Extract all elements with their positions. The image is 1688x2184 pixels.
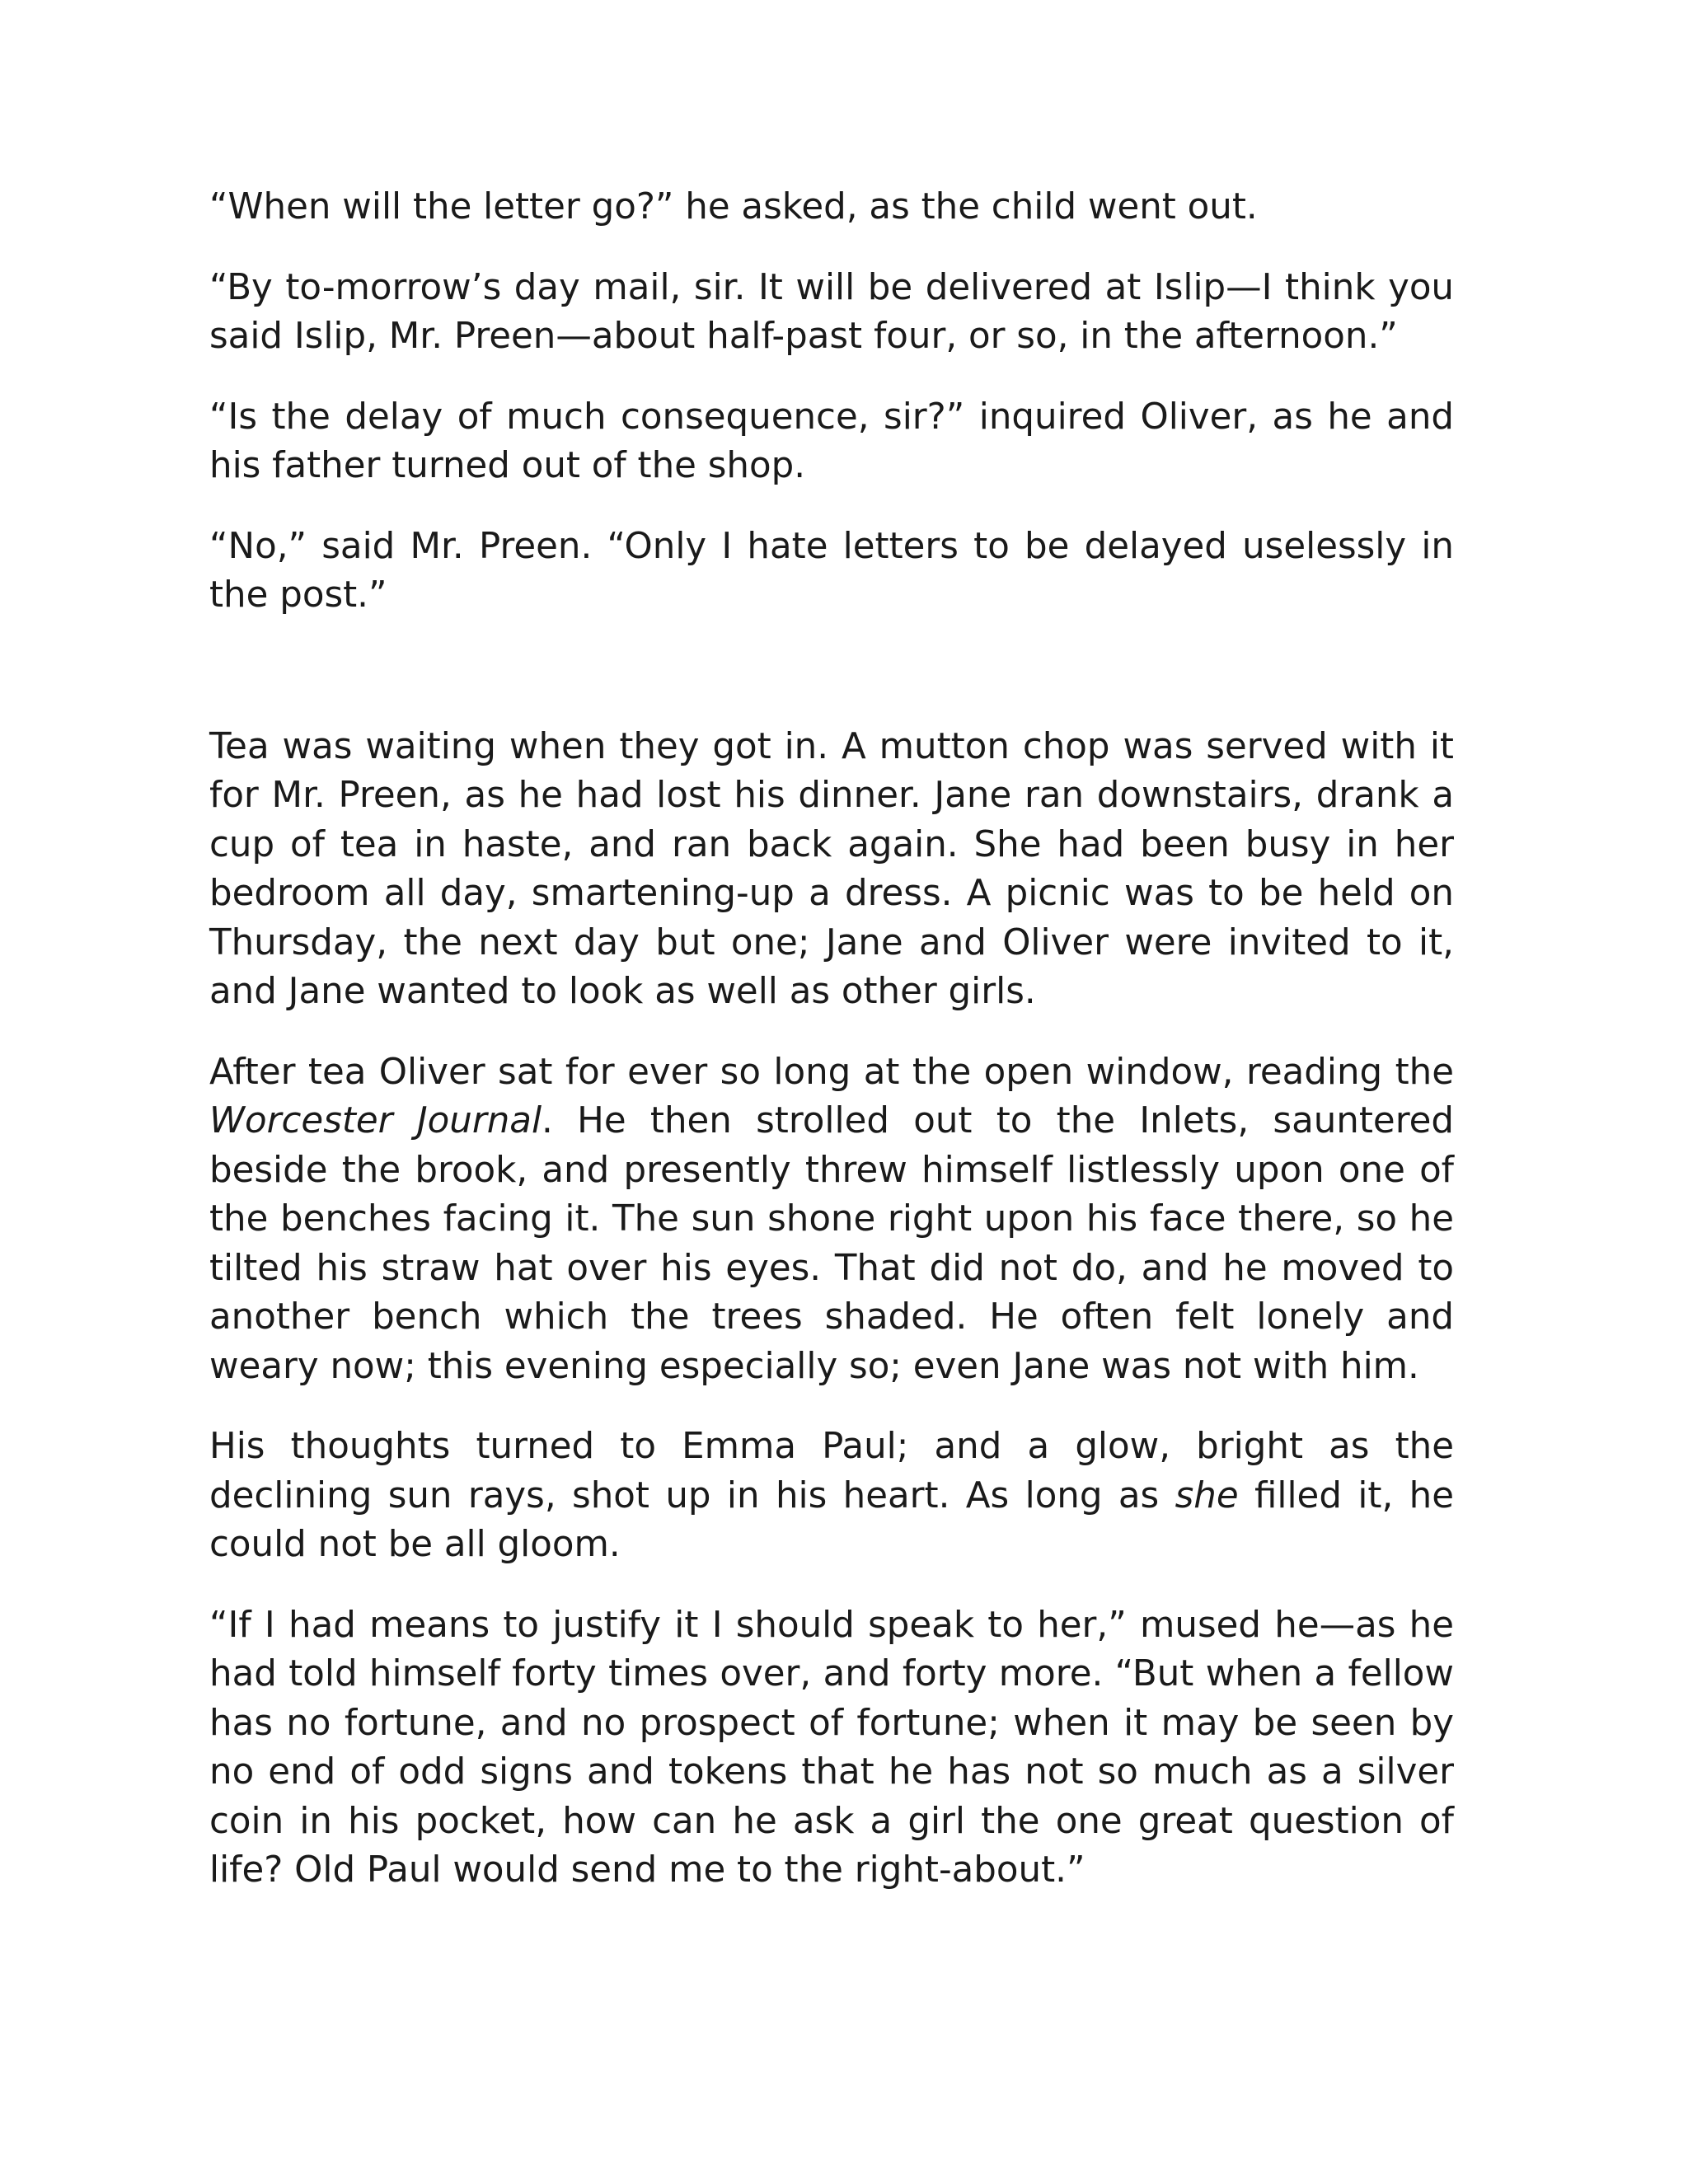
paragraph <box>209 723 1454 1017</box>
newspaper-title: Worcester Journal <box>209 1100 542 1141</box>
paragraph-text: His thoughts turned to Emma Paul; and a glow, bright as the declining sun rays, shot up in his heart. As long as <box>209 1426 1454 1516</box>
paragraph <box>209 523 1454 621</box>
paragraph-text: “No,” said Mr. Preen. “Only I hate letters to be delayed uselessly in the post.” <box>209 525 1454 616</box>
paragraph-text: “Is the delay of much consequence, sir?” inquired Oliver, as he and his father turned out of the shop. <box>209 396 1454 486</box>
paragraph-text: . He then strolled out to the Inlets, sauntered beside the brook, and presently threw himself listlessly upon one of the benches facing it. The sun shone right upon his face there, so he tilted his straw hat over his eyes. That did not do, and he moved to another bench which the trees shaded. He often felt lonely and weary now; this evening especially so; even Jane was not with him. <box>209 1100 1455 1387</box>
paragraph-text: After tea Oliver sat for ever so long at the open window, reading the <box>209 1051 1454 1093</box>
paragraph <box>209 183 1454 232</box>
paragraph-text: “When will the letter go?” he asked, as the child went out. <box>209 186 1258 227</box>
paragraph <box>209 1422 1454 1570</box>
paragraph-text: “By to-morrow’s day mail, sir. It will be delivered at Islip—I think you said Islip, Mr. Preen—about half-past four, or so, in the afternoon.” <box>209 266 1454 357</box>
paragraph-text: Tea was waiting when they got in. A mutton chop was served with it for Mr. Preen, as he had lost his dinner. Jane ran downstairs, drank a cup of tea in haste, and ran back again. She had been busy in her bedroom all day, smartening-up a dress. A picnic was to be held on Thursday, the next day but one; Jane and Oliver were invited to it, and Jane wanted to look as well as other girls. <box>209 725 1454 1012</box>
paragraph <box>209 1601 1454 1896</box>
paragraph-text: “If I had means to justify it I should speak to her,” mused he—as he had told himself forty times over, and forty more. “But when a fellow has no fortune, and no prospect of fortune; when it may be seen by no end of odd signs and tokens that he has not so much as a silver coin in his pocket, how can he ask a girl the one great question of life? Old Paul would send me to the right-about.” <box>209 1604 1454 1891</box>
paragraph <box>209 264 1454 362</box>
paragraph <box>209 1048 1454 1392</box>
paragraph-text: filled it, he could not be all gloom. <box>209 1474 1455 1565</box>
book-page <box>209 183 1454 1927</box>
paragraph <box>209 393 1454 491</box>
emphasis: she <box>1175 1474 1239 1516</box>
